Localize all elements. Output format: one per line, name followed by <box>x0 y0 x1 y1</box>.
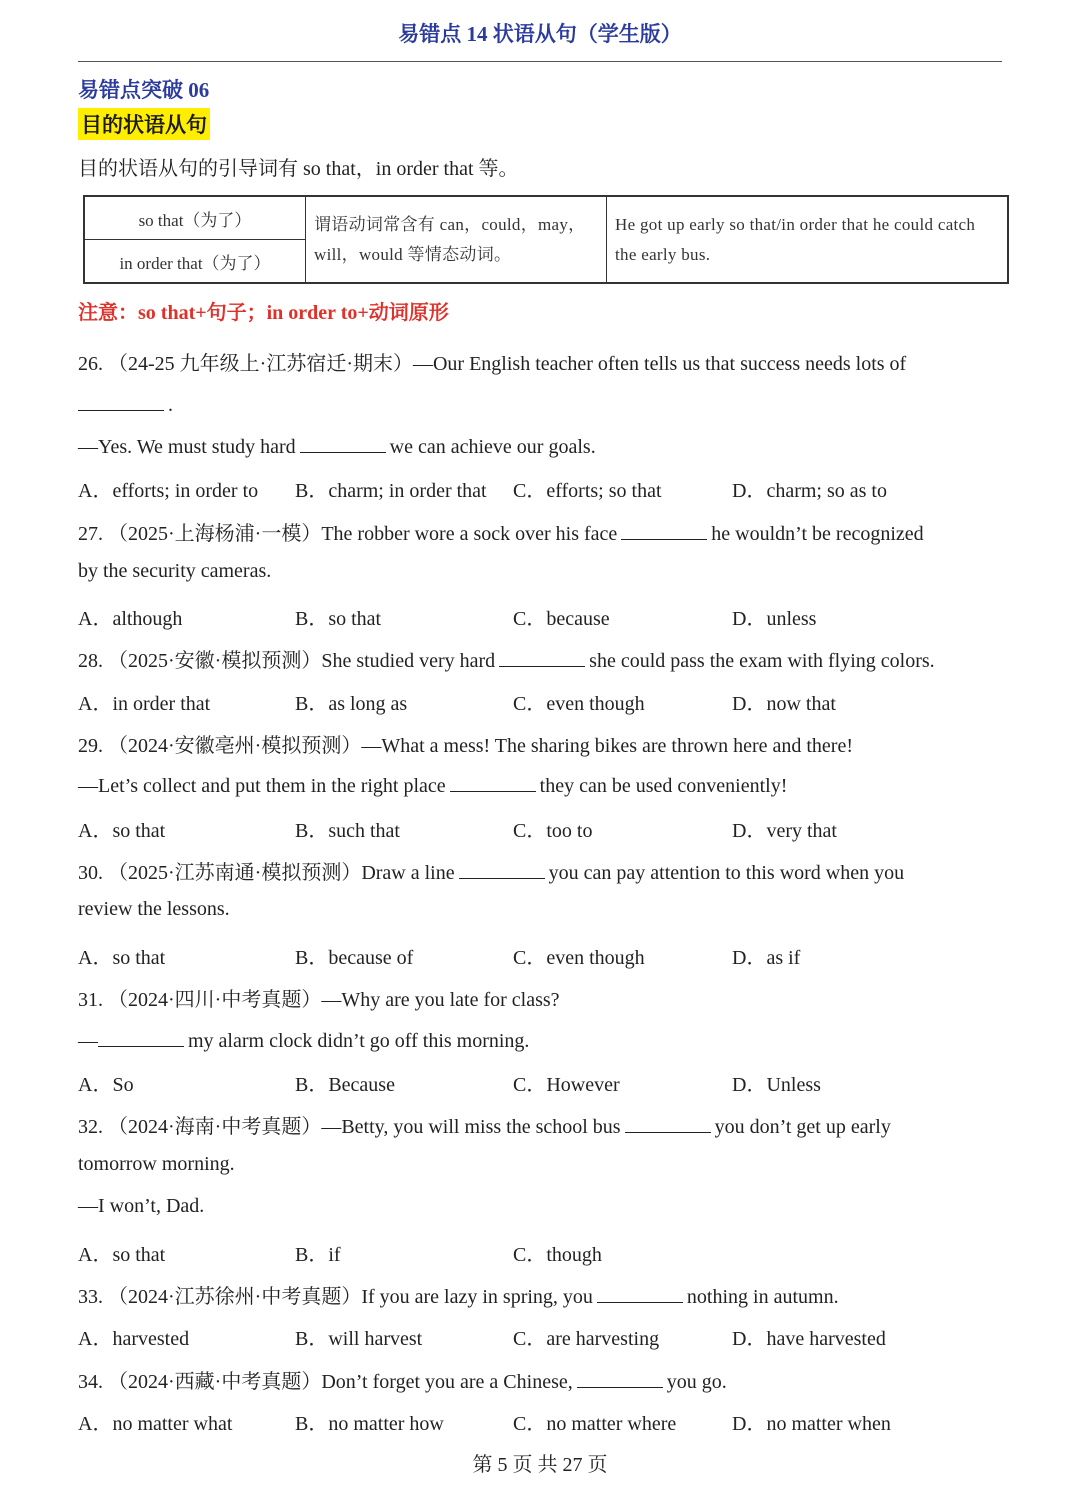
question-text: — <box>78 1030 98 1052</box>
question-text: nothing in autumn. <box>686 1286 839 1308</box>
question-text: —I won’t, Dad. <box>78 1195 205 1217</box>
question-31-options <box>78 1068 1008 1094</box>
question-32-options <box>78 1238 1008 1264</box>
option-b: B．will harvest <box>295 1328 423 1350</box>
option-a: A．so that <box>78 1244 166 1266</box>
table-conj-so-that: so that（为了） <box>84 196 306 240</box>
question-31-line-1 <box>78 983 560 1012</box>
question-33-line-1 <box>78 1280 839 1309</box>
question-32-line-1 <box>78 1110 891 1139</box>
question-text: 33. （2024·江苏徐州·中考真题）If you are lazy in spring, you <box>78 1286 593 1308</box>
answer-blank <box>625 1112 711 1133</box>
option-c: C．are harvesting <box>513 1328 660 1350</box>
page-footer: 第 5 页 共 27 页 <box>472 1454 608 1476</box>
question-34-line-1 <box>78 1365 727 1394</box>
question-29-line-2 <box>78 771 787 798</box>
option-d: D．charm; so as to <box>732 480 887 502</box>
question-text: he wouldn’t be recognized <box>711 523 924 545</box>
option-b: B．Because <box>295 1074 395 1096</box>
option-d: D．as if <box>732 947 801 969</box>
option-a: A．So <box>78 1074 134 1096</box>
option-b: B．if <box>295 1244 341 1266</box>
question-text: 28. （2025·安徽·模拟预测）She studied very hard <box>78 650 496 672</box>
question-text: 26. （24-25 九年级上·江苏宿迁·期末）—Our English teacher often tells us that success needs lots of <box>78 353 907 375</box>
answer-blank <box>78 390 164 411</box>
question-30-line-1 <box>78 856 904 885</box>
question-text: 27. （2025·上海杨浦·一模）The robber wore a sock over his face <box>78 523 618 545</box>
answer-blank <box>98 1026 184 1047</box>
option-c: C．However <box>513 1074 620 1096</box>
question-28-line-1 <box>78 644 935 673</box>
option-d: D．Unless <box>732 1074 821 1096</box>
note-text: 注意：so that+句子；in order to+动词原形 <box>78 302 449 324</box>
option-b: B．because of <box>295 947 414 969</box>
question-text: review the lessons. <box>78 898 230 920</box>
section-label: 易错点突破 06 <box>78 78 210 102</box>
option-b: B．as long as <box>295 693 408 715</box>
question-text: 30. （2025·江苏南通·模拟预测）Draw a line <box>78 862 455 884</box>
option-d: D．have harvested <box>732 1328 886 1350</box>
option-d: D．now that <box>732 693 836 715</box>
answer-blank <box>300 432 386 453</box>
question-29-line-1 <box>78 729 853 758</box>
rule-table <box>83 195 1009 284</box>
option-a: A．in order that <box>78 693 211 715</box>
answer-blank <box>597 1282 683 1303</box>
option-b: B．no matter how <box>295 1413 444 1435</box>
option-a: A．no matter what <box>78 1413 233 1435</box>
option-c: C．though <box>513 1244 602 1266</box>
question-29-options <box>78 814 1008 840</box>
table-description: 谓语动词常含有 can，could，may，will，would 等情态动词。 <box>306 196 607 283</box>
section-title: 目的状语从句 <box>78 108 210 140</box>
question-31-line-2 <box>78 1026 529 1053</box>
option-c: C．efforts; so that <box>513 480 662 502</box>
page-header-title: 易错点 14 状语从句（学生版） <box>398 22 682 46</box>
section-intro: 目的状语从句的引导词有 so that，in order that 等。 <box>78 158 519 180</box>
question-text: —Let’s collect and put them in the right place <box>78 775 446 797</box>
question-text: 29. （2024·安徽亳州·模拟预测）—What a mess! The sharing bikes are thrown here and there! <box>78 735 853 757</box>
option-a: A．harvested <box>78 1328 190 1350</box>
answer-blank <box>499 646 585 667</box>
question-26-line-3 <box>78 432 596 459</box>
question-text: they can be used conveniently! <box>539 775 788 797</box>
question-text: you can pay attention to this word when you <box>548 862 905 884</box>
option-a: A．although <box>78 608 183 630</box>
question-26-line-1 <box>78 347 906 376</box>
option-b: B．such that <box>295 820 400 842</box>
question-27-line-2 <box>78 560 271 583</box>
question-text: 31. （2024·四川·中考真题）—Why are you late for class? <box>78 989 560 1011</box>
question-text: 32. （2024·海南·中考真题）—Betty, you will miss the school bus <box>78 1116 621 1138</box>
question-text: you don’t get up early <box>714 1116 891 1138</box>
question-32-line-3 <box>78 1195 204 1218</box>
question-text: we can achieve our goals. <box>389 436 596 458</box>
question-26-options <box>78 474 1008 500</box>
question-26-line-2 <box>78 390 173 417</box>
header-divider <box>78 61 1002 62</box>
option-b: B．so that <box>295 608 382 630</box>
option-b: B．charm; in order that <box>295 480 487 502</box>
answer-blank <box>459 858 545 879</box>
option-a: A．so that <box>78 820 166 842</box>
answer-blank <box>450 771 536 792</box>
answer-blank <box>577 1367 663 1388</box>
question-text: . <box>168 394 173 416</box>
question-text: 34. （2024·西藏·中考真题）Don’t forget you are a Chinese, <box>78 1371 573 1393</box>
option-c: C．even though <box>513 947 645 969</box>
question-33-options <box>78 1322 1008 1348</box>
question-32-line-2 <box>78 1153 235 1176</box>
option-a: A．efforts; in order to <box>78 480 259 502</box>
question-27-line-1 <box>78 517 924 546</box>
answer-blank <box>621 519 707 540</box>
question-30-line-2 <box>78 898 230 921</box>
option-d: D．no matter when <box>732 1413 891 1435</box>
option-c: C．no matter where <box>513 1413 677 1435</box>
option-d: D．very that <box>732 820 837 842</box>
option-d: D．unless <box>732 608 817 630</box>
question-text: she could pass the exam with flying colors. <box>589 650 935 672</box>
question-28-options <box>78 687 1008 713</box>
table-example: He got up early so that/in order that he could catch the early bus. <box>607 196 1009 283</box>
option-a: A．so that <box>78 947 166 969</box>
option-c: C．too to <box>513 820 593 842</box>
question-27-options <box>78 602 1008 628</box>
question-text: by the security cameras. <box>78 560 272 582</box>
question-34-options <box>78 1407 1008 1433</box>
option-c: C．even though <box>513 693 645 715</box>
table-conj-in-order-that: in order that（为了） <box>84 240 306 284</box>
question-30-options <box>78 941 1008 967</box>
option-c: C．because <box>513 608 610 630</box>
question-text: you go. <box>666 1371 727 1393</box>
question-text: tomorrow morning. <box>78 1153 235 1175</box>
question-text: my alarm clock didn’t go off this morning. <box>188 1030 530 1052</box>
question-text: —Yes. We must study hard <box>78 436 296 458</box>
